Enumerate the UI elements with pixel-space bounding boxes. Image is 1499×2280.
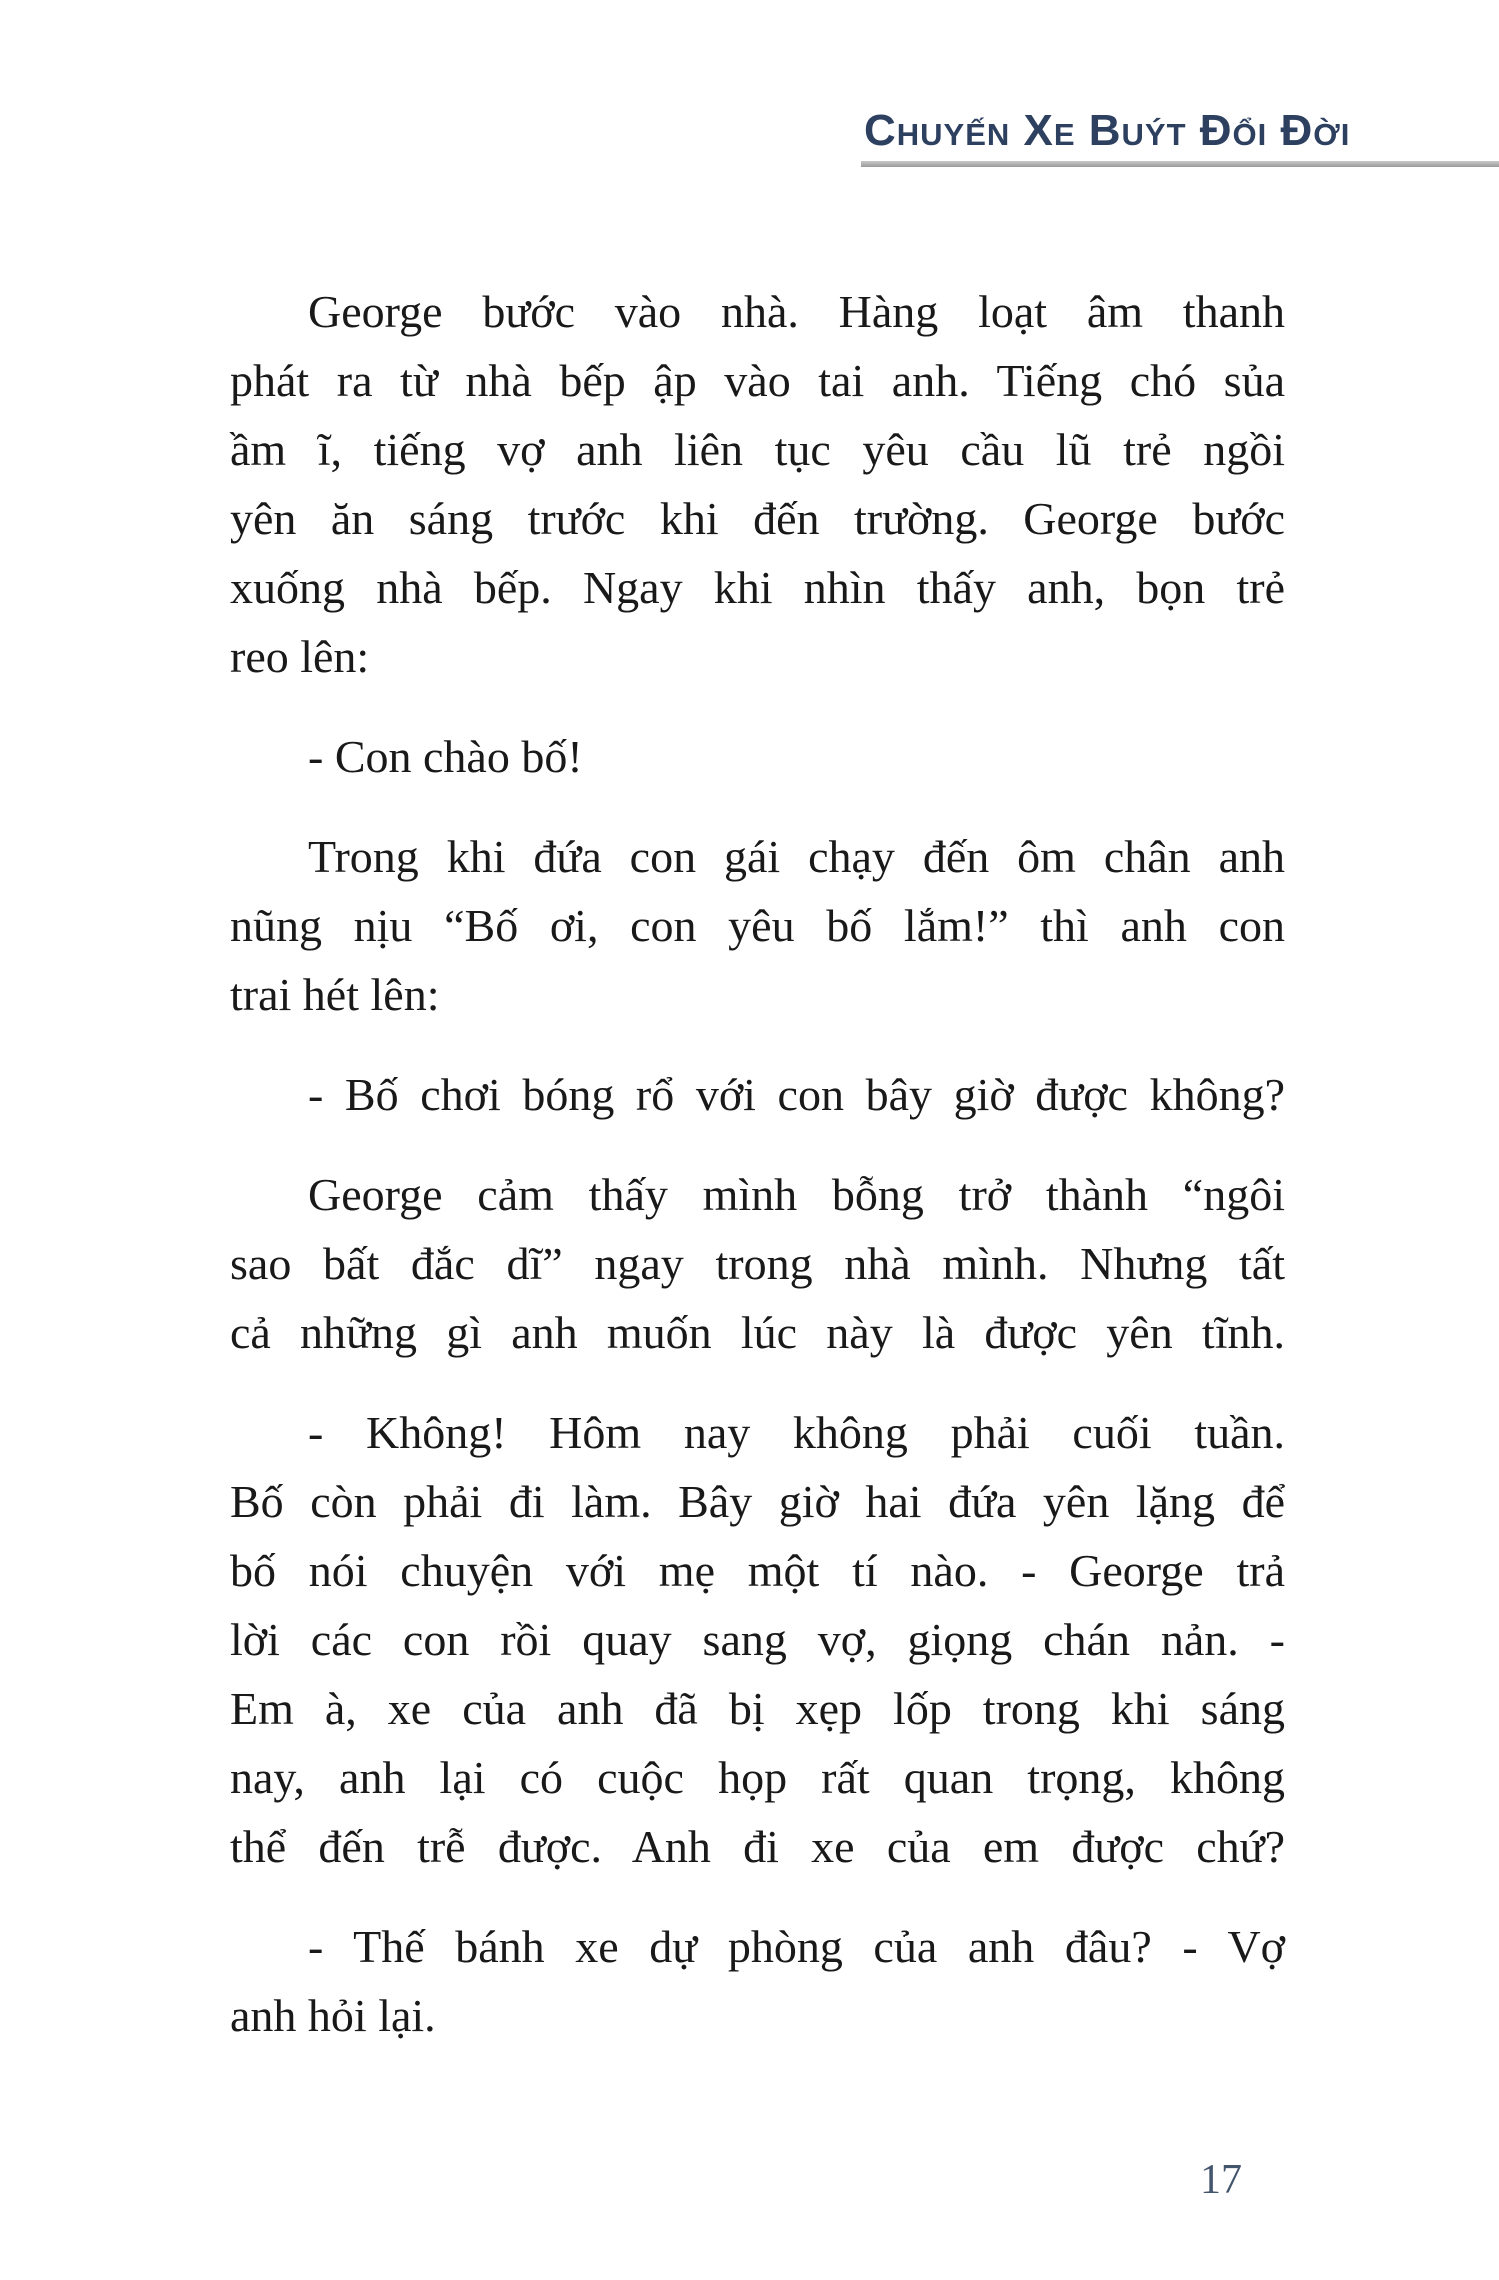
paragraph <box>230 822 1285 1029</box>
paragraph <box>230 1398 1285 1881</box>
text-line: thể đến trễ được. Anh đi xe của em được chứ? <box>230 1821 1285 1872</box>
text-line: anh hỏi lại. <box>230 1990 436 2041</box>
text-line: reo lên: <box>230 631 370 682</box>
text-line: ầm ĩ, tiếng vợ anh liên tục yêu cầu lũ trẻ ngồi <box>230 424 1285 475</box>
body-text <box>230 277 1285 2050</box>
text-line: nũng nịu “Bố ơi, con yêu bố lắm!” thì anh con <box>230 900 1285 951</box>
text-line: - Con chào bố! <box>308 731 583 782</box>
text-line: cả những gì anh muốn lúc này là được yên tĩnh. <box>230 1307 1285 1358</box>
paragraph <box>230 722 1285 791</box>
text-line: phát ra từ nhà bếp ập vào tai anh. Tiếng chó sủa <box>230 355 1285 406</box>
text-line: - Thế bánh xe dự phòng của anh đâu? - Vợ <box>308 1921 1285 1972</box>
paragraph <box>230 1060 1285 1129</box>
text-line: - Không! Hôm nay không phải cuối tuần. <box>308 1407 1285 1458</box>
running-header-title: Chuyến Xe Buýt Đổi Đời <box>864 106 1351 155</box>
text-line: - Bố chơi bóng rổ với con bây giờ được không? <box>308 1069 1285 1120</box>
text-line: George bước vào nhà. Hàng loạt âm thanh <box>308 286 1285 337</box>
text-line: Bố còn phải đi làm. Bây giờ hai đứa yên lặng để <box>230 1476 1285 1527</box>
text-line: lời các con rồi quay sang vợ, giọng chán nản. - <box>230 1614 1285 1665</box>
text-line: nay, anh lại có cuộc họp rất quan trọng, không <box>230 1752 1285 1803</box>
text-line: trai hét lên: <box>230 969 440 1020</box>
header-rule <box>861 161 1499 167</box>
text-line: sao bất đắc dĩ” ngay trong nhà mình. Nhưng tất <box>230 1238 1285 1289</box>
text-line: yên ăn sáng trước khi đến trường. George bước <box>230 493 1285 544</box>
paragraph <box>230 277 1285 691</box>
text-line: xuống nhà bếp. Ngay khi nhìn thấy anh, bọn trẻ <box>230 562 1285 613</box>
paragraph <box>230 1912 1285 2050</box>
text-line: Em à, xe của anh đã bị xẹp lốp trong khi sáng <box>230 1683 1285 1734</box>
page-number: 17 <box>1200 2157 1242 2203</box>
text-line: George cảm thấy mình bỗng trở thành “ngôi <box>308 1169 1285 1220</box>
text-line: Trong khi đứa con gái chạy đến ôm chân anh <box>308 831 1285 882</box>
text-line: bố nói chuyện với mẹ một tí nào. - George trả <box>230 1545 1285 1596</box>
paragraph <box>230 1160 1285 1367</box>
